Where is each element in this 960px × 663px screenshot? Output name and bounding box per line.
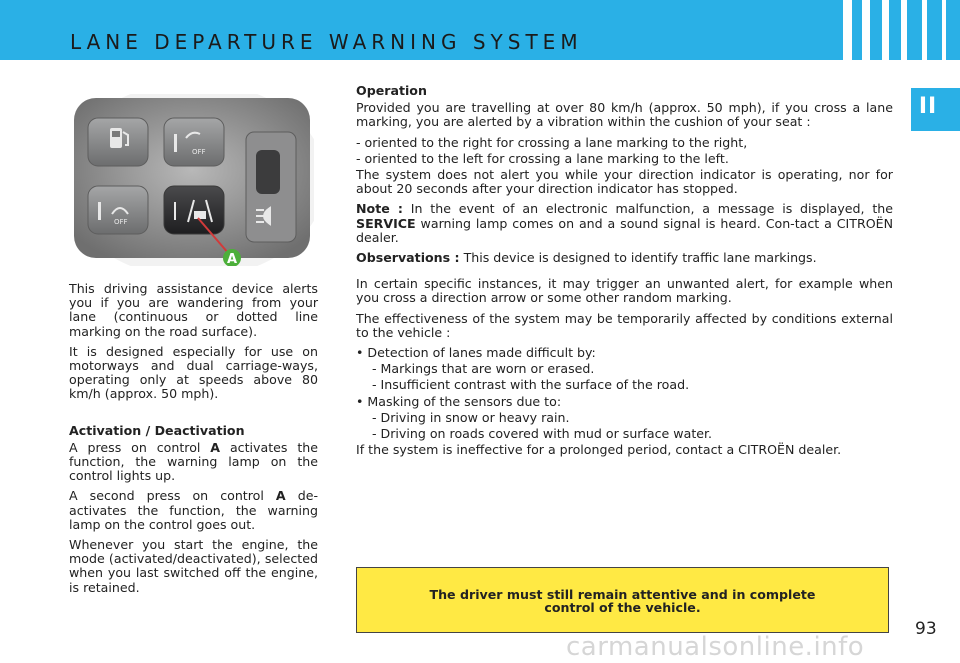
lane-departure-control-a bbox=[164, 186, 224, 234]
bullet-detection: • Detection of lanes made difficult by: bbox=[356, 345, 596, 361]
header-bar bbox=[0, 0, 960, 60]
warning-text: The driver must still remain attentive and in complete control of the vehicle. bbox=[429, 587, 816, 615]
header-stripe bbox=[862, 0, 870, 60]
sub-bullet-worn: - Markings that are worn or erased. bbox=[372, 361, 595, 377]
callout-a-label: A bbox=[226, 252, 238, 266]
intro-paragraph: This driving assistance device alerts you if you are wandering from your lane (continuous or dotted line marking on the road surface). bbox=[69, 281, 318, 339]
section-tab[interactable] bbox=[911, 88, 960, 131]
sub-bullet-snow: - Driving in snow or heavy rain. bbox=[372, 409, 570, 425]
right-column bbox=[356, 84, 893, 463]
headlamp-icon bbox=[256, 208, 270, 224]
indicator-paragraph: The system does not alert you while your direction indicator is operating, nor for about 20 seconds after your direction indicator has stopped. bbox=[356, 167, 893, 197]
memory-paragraph: Whenever you start the engine, the mode (activated/deactivated), selected when you last switched off the engine, is retained. bbox=[69, 537, 318, 595]
observations-paragraph: Observations : This device is designed to identify traffic lane markings. bbox=[356, 250, 817, 266]
control-panel-photo bbox=[74, 94, 314, 266]
usage-paragraph: It is designed especially for use on motorways and dual carriage-ways, operating only at speeds above 80 km/h (approx. 50 mph). bbox=[69, 343, 318, 402]
svg-text:OFF: OFF bbox=[192, 148, 206, 156]
sub-bullet-contrast: - Insufficient contrast with the surface of the road. bbox=[372, 377, 690, 393]
header-stripe bbox=[942, 0, 946, 60]
section-tab-label: II bbox=[918, 94, 938, 119]
left-column bbox=[69, 282, 318, 601]
note-paragraph: Note : In the event of an electronic malfunction, a message is displayed, the SERVICE warning lamp comes on and a sound signal is heard. Con-tact a CITROËN dealer. bbox=[356, 201, 893, 245]
deactivation-paragraph: A second press on control A de-activates the function, the warning lamp on the control goes out. bbox=[69, 488, 318, 532]
dealer-paragraph: If the system is ineffective for a prolonged period, contact a CITROËN dealer. bbox=[356, 442, 842, 458]
page-title: LANE DEPARTURE WARNING SYSTEM bbox=[70, 30, 583, 54]
warning-box bbox=[356, 567, 889, 633]
header-stripe bbox=[922, 0, 927, 60]
page-number: 93 bbox=[915, 619, 937, 639]
parking-sensor-button bbox=[164, 118, 224, 166]
operation-left-item: - oriented to the left for crossing a lane marking to the left. bbox=[356, 150, 729, 166]
activation-paragraph: A press on control A activates the function, the warning lamp on the control lights up. bbox=[69, 439, 318, 484]
operation-paragraph: Provided you are travelling at over 80 km/h (approx. 50 mph), if you cross a lane marking, you are alerted by a vibration within the cushion of your seat : bbox=[356, 100, 893, 130]
header-stripe bbox=[882, 0, 889, 60]
operation-heading: Operation bbox=[356, 83, 427, 98]
unwanted-alert-paragraph: In certain specific instances, it may trigger an unwanted alert, for example when you cross a direction arrow or some other random marking. bbox=[356, 276, 893, 306]
svg-text:OFF: OFF bbox=[114, 218, 128, 226]
activation-heading: Activation / Deactivation bbox=[69, 422, 245, 438]
header-stripe bbox=[901, 0, 907, 60]
headlamp-adjuster-wheel bbox=[256, 150, 280, 194]
operation-right-item: - oriented to the right for crossing a lane marking to the right, bbox=[356, 134, 748, 150]
esp-off-button bbox=[88, 186, 148, 234]
sub-bullet-mud: - Driving on roads covered with mud or surface water. bbox=[372, 426, 713, 442]
effectiveness-paragraph: The effectiveness of the system may be temporarily affected by conditions external to the vehicle : bbox=[356, 310, 893, 340]
watermark: carmanualsonline.info bbox=[566, 632, 865, 662]
header-stripe bbox=[843, 0, 852, 60]
bullet-masking: • Masking of the sensors due to: bbox=[356, 393, 562, 409]
